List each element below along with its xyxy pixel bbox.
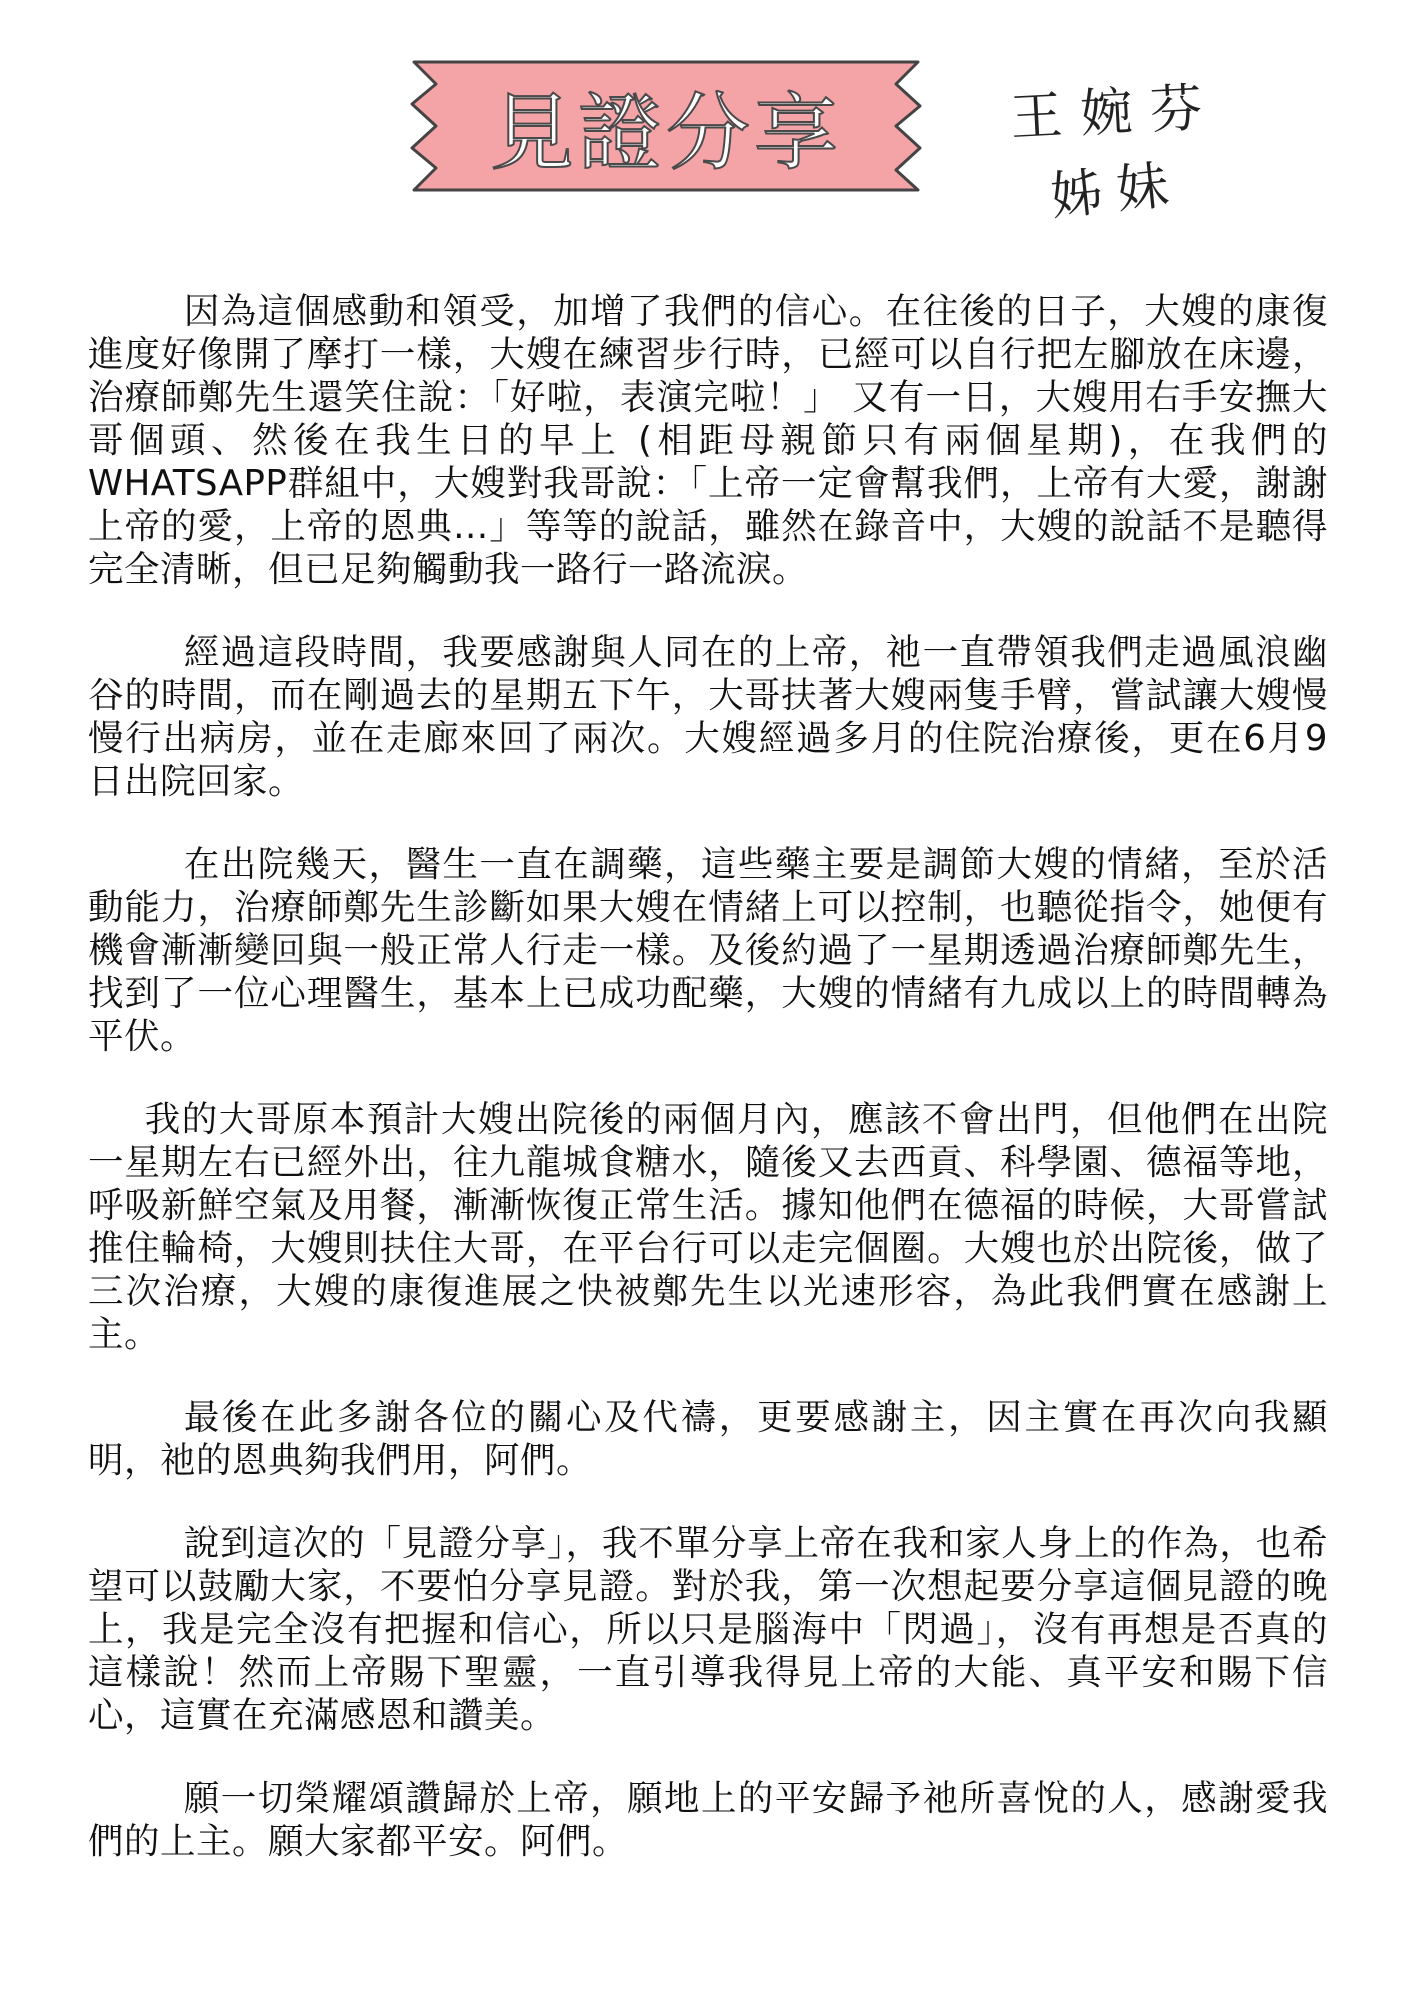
author-signature bbox=[1010, 70, 1250, 230]
paragraph-5: 最後在此多謝各位的關心及代禱，更要感謝主，因主實在再次向我顯明，祂的恩典夠我們用，阿們。 bbox=[88, 1397, 1328, 1481]
signature-title: 姊妹 bbox=[1047, 154, 1186, 228]
paragraph-3: 在出院幾天，醫生一直在調藥，這些藥主要是調節大嫂的情緒，至於活動能力，治療師鄭先生診斷如果大嫂在情緒上可以控制，也聽從指令，她便有機會漸漸變回與一般正常人行走一樣。及後約過了一星期透過治療師鄭先生，找到了一位心理醫生，基本上已成功配藥，大嫂的情緒有九成以上的時間轉為平伏。 bbox=[88, 844, 1328, 1057]
title-banner bbox=[396, 56, 936, 196]
testimony-body bbox=[88, 290, 1328, 1903]
paragraph-7: 願一切榮耀頌讚歸於上帝，願地上的平安歸予祂所喜悅的人，感謝愛我們的上主。願大家都平安。阿們。 bbox=[88, 1778, 1328, 1862]
paragraph-2: 經過這段時間，我要感謝與人同在的上帝，祂一直帶領我們走過風浪幽谷的時間，而在剛過去的星期五下午，大哥扶著大嫂兩隻手臂，嘗試讓大嫂慢慢行出病房，並在走廊來回了兩次。大嫂經過多月的住院治療後，更在6月9 日出院回家。 bbox=[88, 632, 1328, 802]
page-title: 見證分享 bbox=[489, 83, 842, 182]
paragraph-6: 說到這次的「見證分享」，我不單分享上帝在我和家人身上的作為，也希望可以鼓勵大家，不要怕分享見證。對於我，第一次想起要分享這個見證的晚上，我是完全沒有把握和信心，所以只是腦海中「閃過」，沒有再想是否真的這樣說！然而上帝賜下聖靈，一直引導我得見上帝的大能、真平安和賜下信心，這實在充滿感恩和讚美。 bbox=[88, 1523, 1328, 1736]
page-header bbox=[0, 0, 1414, 260]
paragraph-4: 我的大哥原本預計大嫂出院後的兩個月內，應該不會出門，但他們在出院一星期左右已經外出，往九龍城食糖水，隨後又去西貢、科學園、德福等地，呼吸新鮮空氣及用餐，漸漸恢復正常生活。據知他們在德福的時候，大哥嘗試推住輪椅，大嫂則扶住大哥，在平台行可以走完個圈。大嫂也於出院後，做了三次治療，大嫂的康復進展之快被鄭先生以光速形容，為此我們實在感謝上主。 bbox=[88, 1099, 1328, 1355]
paragraph-1: 因為這個感動和領受，加增了我們的信心。在往後的日子，大嫂的康復進度好像開了摩打一樣，大嫂在練習步行時，已經可以自行把左腳放在床邊，治療師鄭先生還笑住說：「好啦，表演完啦！」 又有一日，大嫂用右手安撫大哥個頭、然後在我生日的早上 (相距母親節只有兩個星期)，在我們的WHATSAPP群組中，大嫂對我哥說：「上帝一定會幫我們，上帝有大愛，謝謝上帝的愛，上帝的恩典…」等等的說話，雖然在錄音中，大嫂的說話不是聽得完全清晰，但已足夠觸動我一路行一路流淚。 bbox=[88, 291, 1328, 590]
signature-name: 王婉芬 bbox=[1008, 77, 1222, 149]
